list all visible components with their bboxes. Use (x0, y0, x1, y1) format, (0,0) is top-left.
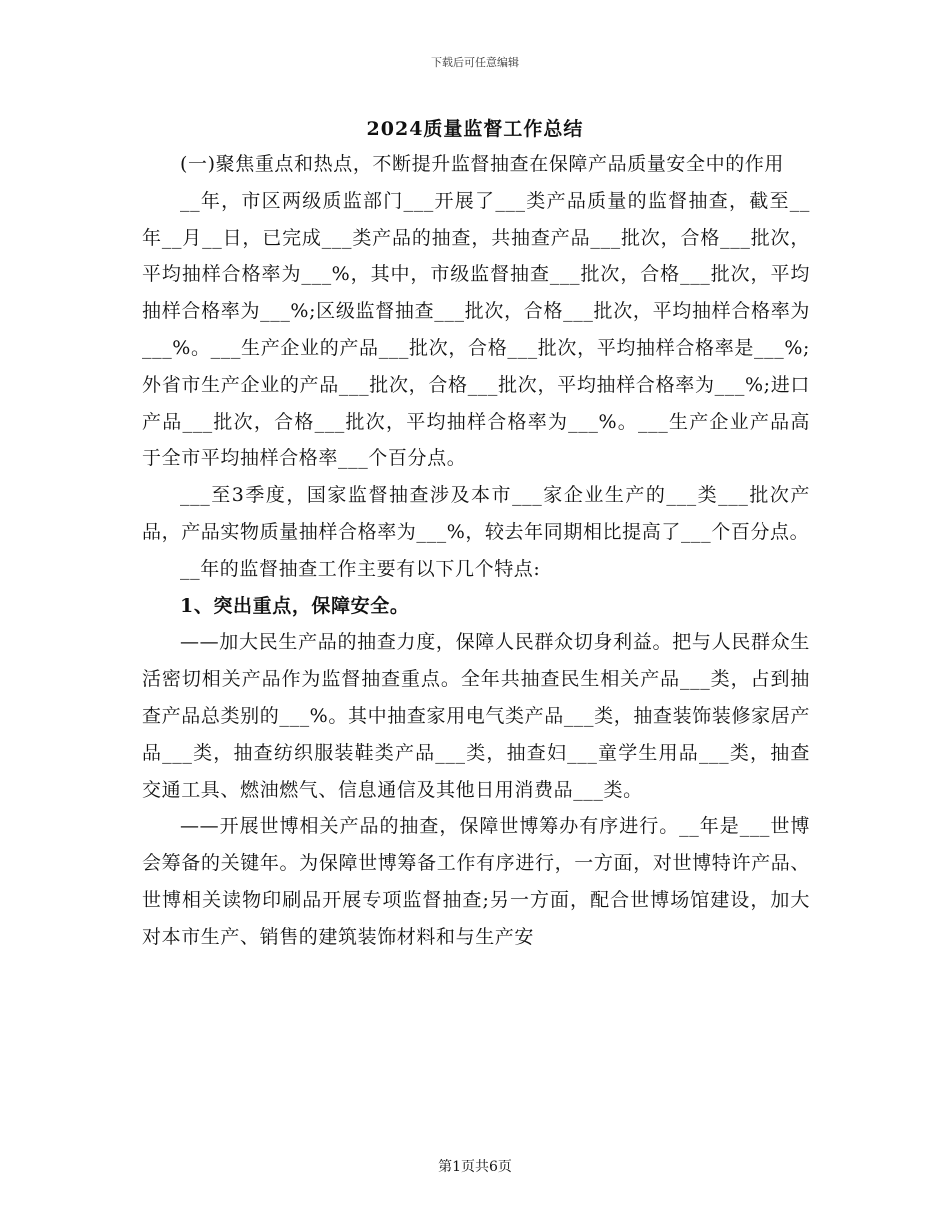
expo-products-paragraph: ——开展世博相关产品的抽查，保障世博筹办有序进行。__年是___世博会筹备的关键年。为保障世博筹备工作有序进行，一方面，对世博特许产品、世博相关读物印刷品开展专项监督抽查;另一方面，配合世博场馆建设，加大对本市生产、销售的建筑装饰材料和与生产安 (142, 815, 810, 948)
header-note: 下载后可任意编辑 (431, 56, 519, 69)
document-body (142, 146, 810, 956)
national-inspection-paragraph: ___至3季度，国家监督抽查涉及本市___家企业生产的___类___批次产品，产品实物质量抽样合格率为___%，较去年同期相比提高了___个百分点。 (142, 484, 810, 543)
statistics-paragraph: __年，市区两级质监部门___开展了___类产品质量的监督抽查，截至__年__月__日，已完成___类产品的抽查，共抽查产品___批次，合格___批次，平均抽样合格率为___%，其中，市级监督抽查___批次，合格___批次，平均抽样合格率为___%;区级监督抽查___批次，合格___批次，平均抽样合格率为___%。___生产企业的产品___批次，合格___批次，平均抽样合格率是___%;外省市生产企业的产品___批次，合格___批次，平均抽样合格率为___%;进口产品___批次，合格___批次，平均抽样合格率为___%。___生产企业产品高于全市平均抽样合格率___个百分点。 (142, 189, 810, 470)
subsection-heading: 1、突出重点，保障安全。 (180, 594, 410, 617)
livelihood-products-paragraph: ——加大民生产品的抽查力度，保障人民群众切身利益。把与人民群众生活密切相关产品作为监督抽查重点。全年共抽查民生相关产品___类，占到抽查产品总类别的___%。其中抽查家用电气类产品___类，抽查装饰装修家居产品___类，抽查纺织服装鞋类产品___类，抽查妇___童学生用品___类，抽查交通工具、燃油燃气、信息通信及其他日用消费品___类。 (142, 631, 810, 801)
page-number-footer: 第1页共6页 (438, 1159, 512, 1175)
document-title: 2024质量监督工作总结 (366, 118, 584, 140)
section-heading-paragraph: (一)聚焦重点和热点，不断提升监督抽查在保障产品质量安全中的作用 (180, 153, 785, 175)
features-intro-paragraph: __年的监督抽查工作主要有以下几个特点: (180, 557, 541, 580)
